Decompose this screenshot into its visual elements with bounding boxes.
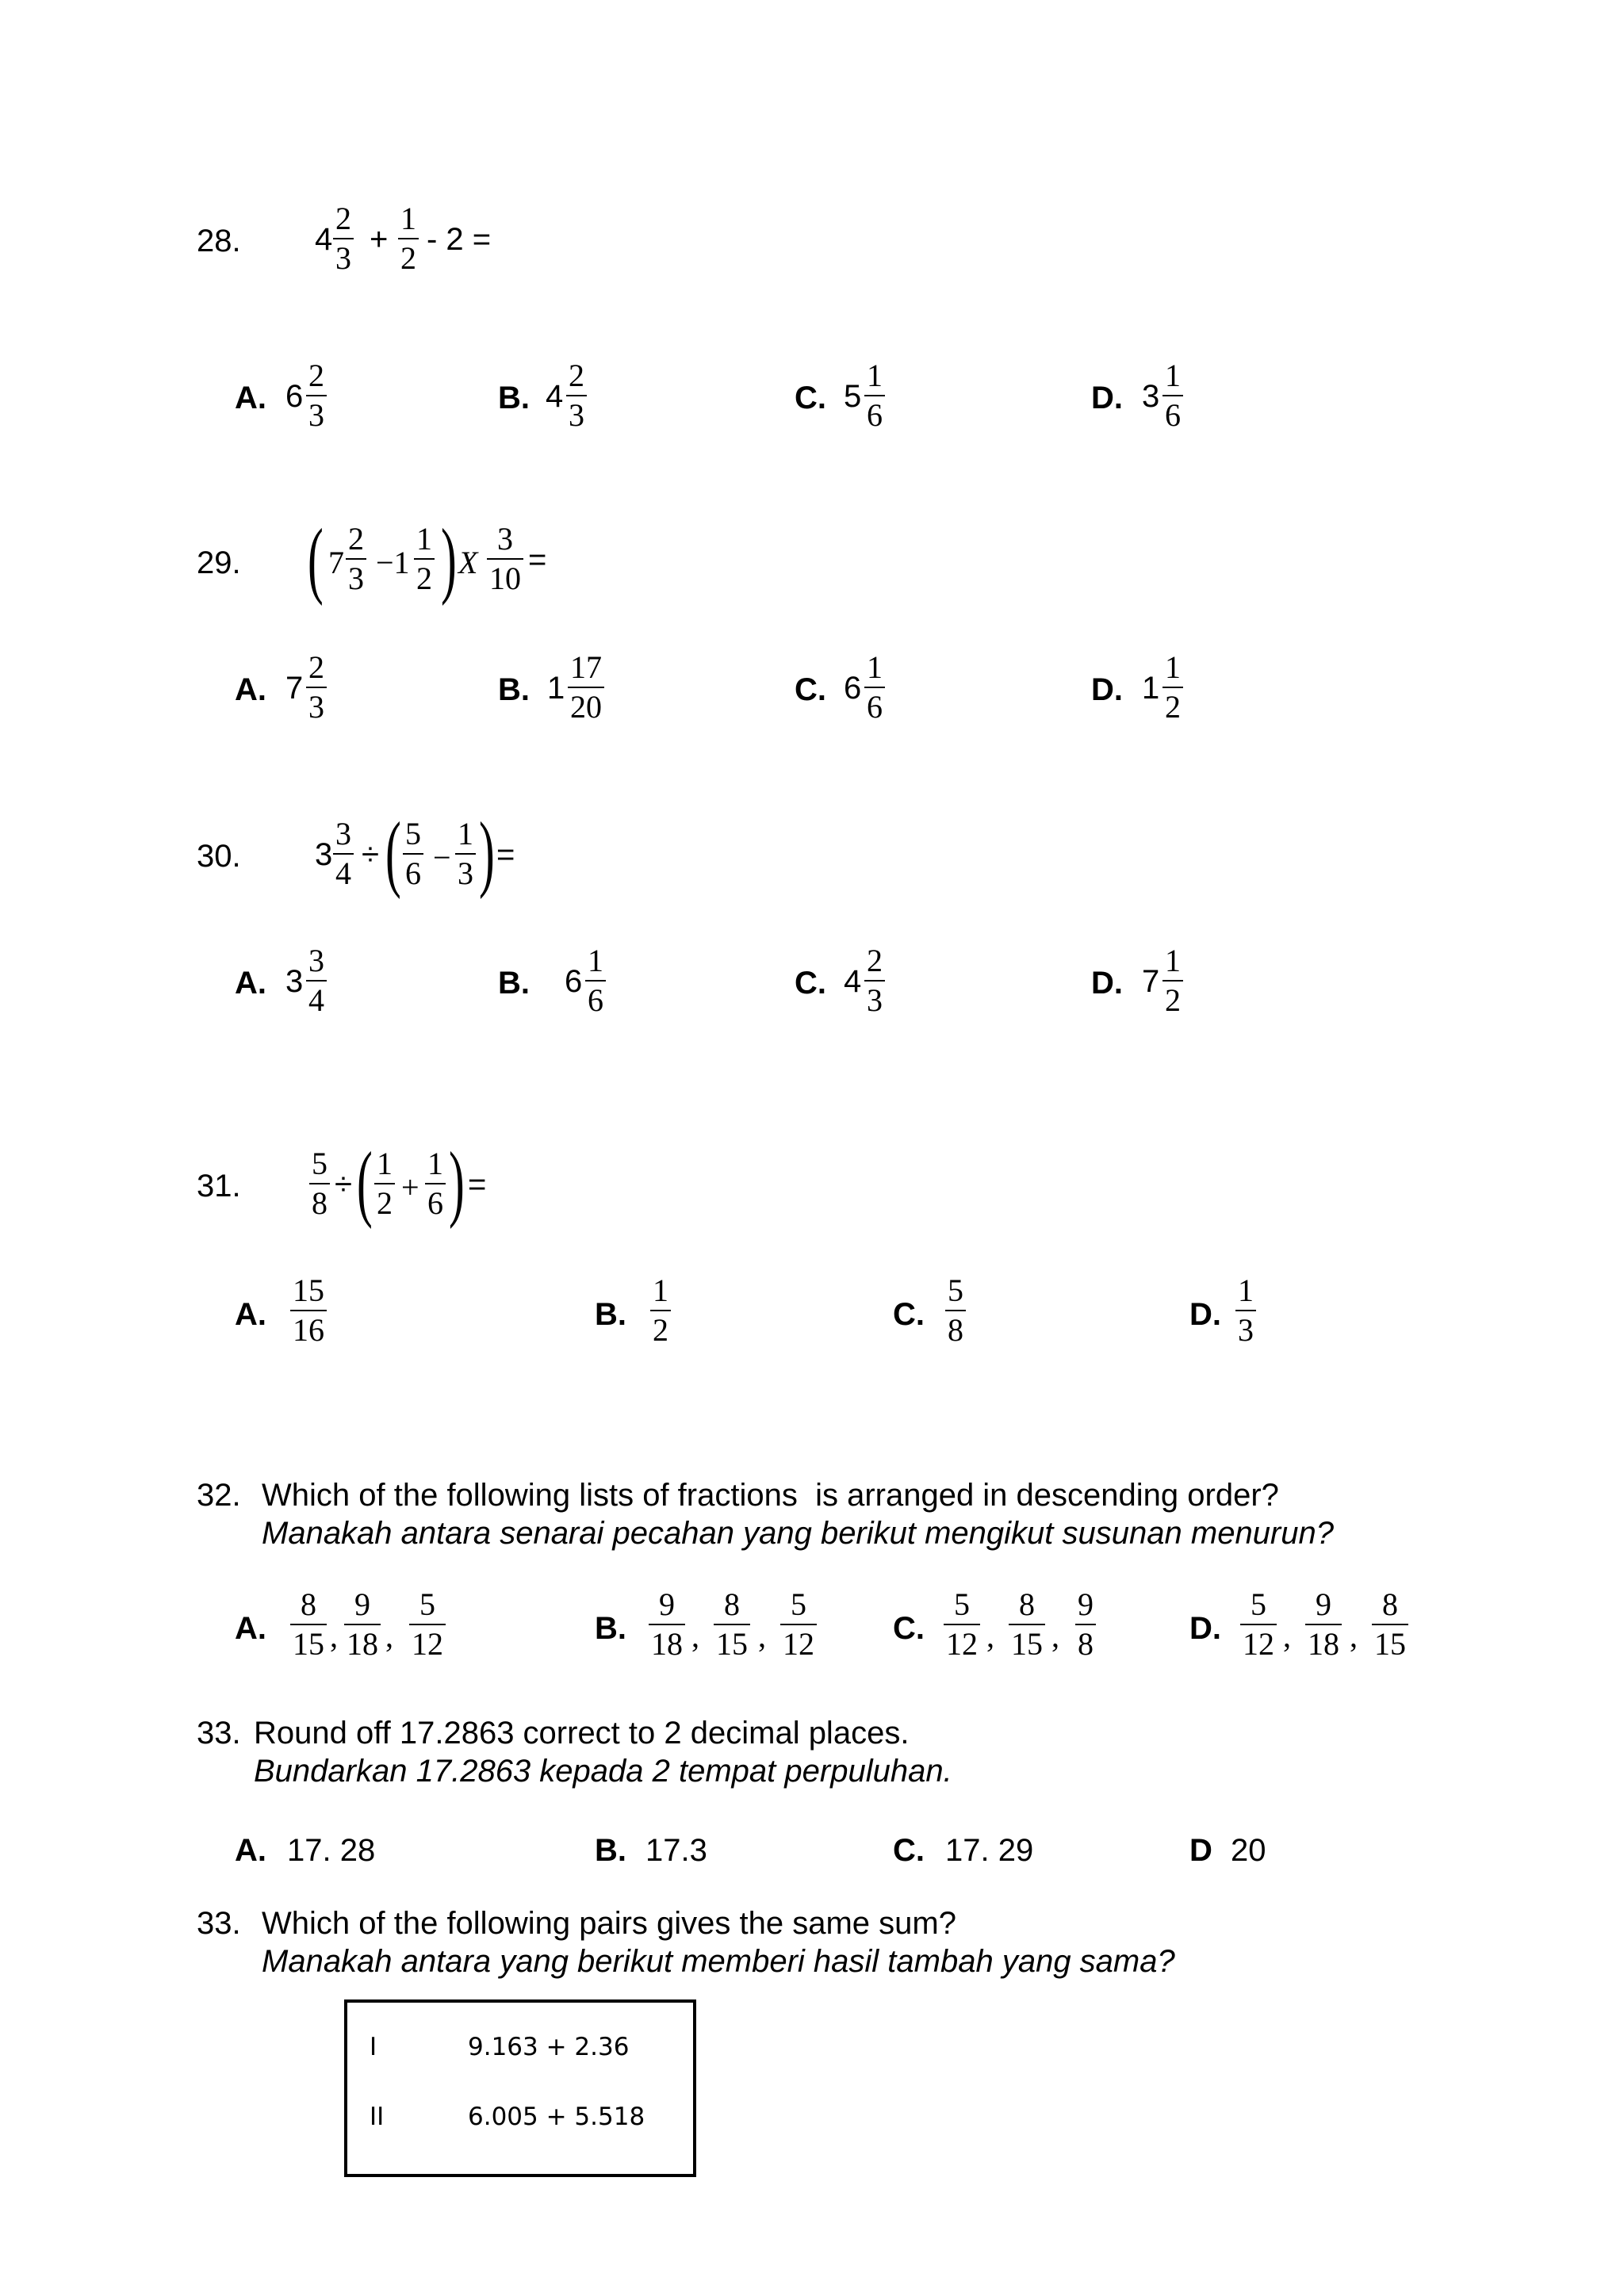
option-whole: 7 xyxy=(1142,964,1160,999)
fraction: 1 2 xyxy=(414,523,435,595)
question-text-malay: Manakah antara senarai pecahan yang berikut mengikut susunan menurun? xyxy=(262,1516,1334,1551)
question-number: 31. xyxy=(197,1169,241,1203)
question-text-malay: Bundarkan 17.2863 kepada 2 tempat perpuluhan. xyxy=(254,1754,952,1789)
option-label: D xyxy=(1189,1833,1212,1868)
comma: , xyxy=(691,1618,699,1654)
option-whole: 7 xyxy=(285,671,304,706)
option-label: C. xyxy=(795,966,826,1001)
option-label: B. xyxy=(595,1611,626,1646)
option-whole: 6 xyxy=(285,379,304,414)
comma: , xyxy=(1051,1618,1059,1654)
minus-one: −1 xyxy=(376,545,410,580)
option-whole: 1 xyxy=(1142,671,1160,706)
option-whole: 4 xyxy=(546,379,564,414)
option-label: C. xyxy=(795,381,826,415)
option-whole: 4 xyxy=(844,964,862,999)
option-fraction: 3 4 xyxy=(306,945,327,1016)
option-label: B. xyxy=(498,672,530,707)
option-whole: 3 xyxy=(285,964,304,999)
option-label: D. xyxy=(1091,672,1123,707)
fraction: 2 3 xyxy=(333,203,354,274)
option-fraction: 15 16 xyxy=(290,1275,327,1346)
option-fraction: 5 12 xyxy=(1240,1589,1277,1660)
times-sign: X xyxy=(458,545,478,580)
option-fraction: 9 18 xyxy=(649,1589,685,1660)
question-number: 29. xyxy=(197,545,241,580)
question-number: 28. xyxy=(197,224,241,258)
fraction: 2 3 xyxy=(346,523,366,595)
option-fraction: 2 3 xyxy=(306,360,327,431)
option-fraction: 5 12 xyxy=(409,1589,446,1660)
option-label: D. xyxy=(1189,1611,1221,1646)
option-label: D. xyxy=(1091,966,1123,1001)
pair-expression: 9.163 + 2.36 xyxy=(468,2033,630,2061)
question-text-english: Round off 17.2863 correct to 2 decimal places. xyxy=(254,1716,910,1751)
question-number: 33. xyxy=(197,1716,241,1751)
option-label: B. xyxy=(595,1297,626,1332)
comma: , xyxy=(986,1618,994,1654)
right-paren: ) xyxy=(479,806,495,900)
option-fraction: 9 18 xyxy=(1305,1589,1342,1660)
option-label: C. xyxy=(893,1611,925,1646)
comma: , xyxy=(330,1618,338,1654)
fraction: 1 6 xyxy=(425,1148,446,1219)
option-fraction: 1 6 xyxy=(864,652,885,723)
question-number: 30. xyxy=(197,839,241,874)
option-label: C. xyxy=(893,1833,925,1868)
question-text-english: Which of the following pairs gives the same sum? xyxy=(262,1906,956,1941)
option-fraction: 1 2 xyxy=(1162,945,1183,1016)
option-whole: 6 xyxy=(565,964,583,999)
fraction: 5 8 xyxy=(309,1148,330,1219)
option-fraction: 1 6 xyxy=(1162,360,1183,431)
option-fraction: 8 15 xyxy=(714,1589,750,1660)
question-number: 32. xyxy=(197,1478,241,1513)
option-label: A. xyxy=(235,672,266,707)
option-whole: 6 xyxy=(844,671,862,706)
option-whole: 3 xyxy=(1142,379,1160,414)
option-label: A. xyxy=(235,1833,266,1868)
option-fraction: 8 15 xyxy=(1372,1589,1408,1660)
right-paren: ) xyxy=(441,512,457,607)
mixed-whole: 3 xyxy=(315,837,333,872)
option-value: 17.3 xyxy=(645,1833,707,1868)
right-paren: ) xyxy=(449,1135,465,1230)
option-value: 17. 29 xyxy=(945,1833,1034,1868)
option-label: B. xyxy=(498,381,530,415)
option-fraction: 1 2 xyxy=(1162,652,1183,723)
option-label: B. xyxy=(498,966,530,1001)
minus-sign: − xyxy=(433,840,451,875)
divide-sign: ÷ xyxy=(335,1167,352,1202)
option-label: A. xyxy=(235,966,266,1001)
left-paren: ( xyxy=(357,1135,373,1230)
option-label: C. xyxy=(795,672,826,707)
divide-sign: ÷ xyxy=(362,837,379,872)
question-text-malay: Manakah antara yang berikut memberi hasil tambah yang sama? xyxy=(262,1944,1175,1979)
option-value: 17. 28 xyxy=(287,1833,376,1868)
option-fraction: 8 15 xyxy=(290,1589,327,1660)
left-paren: ( xyxy=(308,512,324,607)
option-label: A. xyxy=(235,381,266,415)
option-label: B. xyxy=(595,1833,626,1868)
pairs-box xyxy=(344,1999,696,2177)
fraction: 3 4 xyxy=(333,818,354,890)
option-fraction: 9 8 xyxy=(1075,1589,1096,1660)
option-fraction: 2 3 xyxy=(306,652,327,723)
comma: , xyxy=(1350,1618,1358,1654)
mixed-whole: 7 xyxy=(328,545,344,580)
option-label: A. xyxy=(235,1297,266,1332)
left-paren: ( xyxy=(385,806,401,900)
option-fraction: 5 12 xyxy=(780,1589,817,1660)
option-fraction: 2 3 xyxy=(566,360,587,431)
option-fraction: 1 2 xyxy=(650,1275,671,1346)
option-fraction: 17 20 xyxy=(568,652,604,723)
mixed-whole: 4 xyxy=(315,222,333,257)
option-label: D. xyxy=(1189,1297,1221,1332)
pair-expression: 6.005 + 5.518 xyxy=(468,2103,645,2131)
option-label: C. xyxy=(893,1297,925,1332)
comma: , xyxy=(1283,1618,1291,1654)
option-whole: 5 xyxy=(844,379,862,414)
plus-sign: + xyxy=(370,222,389,257)
expression-tail: - 2 = xyxy=(427,222,492,257)
option-label: A. xyxy=(235,1611,266,1646)
pair-roman: II xyxy=(370,2103,385,2131)
fraction: 1 3 xyxy=(455,818,476,890)
pair-roman: I xyxy=(370,2033,377,2061)
plus-sign: + xyxy=(401,1169,419,1205)
option-fraction: 9 18 xyxy=(344,1589,381,1660)
option-value: 20 xyxy=(1231,1833,1266,1868)
fraction: 3 10 xyxy=(487,523,523,595)
option-fraction: 2 3 xyxy=(864,945,885,1016)
equals-sign: = xyxy=(496,837,515,872)
question-number: 33. xyxy=(197,1906,241,1941)
option-fraction: 1 6 xyxy=(585,945,606,1016)
question-text-english: Which of the following lists of fractions is arranged in descending order? xyxy=(262,1478,1279,1513)
comma: , xyxy=(758,1618,766,1654)
option-whole: 1 xyxy=(547,671,565,706)
option-fraction: 5 12 xyxy=(944,1589,980,1660)
option-fraction: 1 3 xyxy=(1235,1275,1256,1346)
option-fraction: 1 6 xyxy=(864,360,885,431)
option-fraction: 5 8 xyxy=(945,1275,966,1346)
equals-sign: = xyxy=(468,1167,487,1202)
option-fraction: 8 15 xyxy=(1009,1589,1045,1660)
option-label: D. xyxy=(1091,381,1123,415)
fraction: 5 6 xyxy=(403,818,423,890)
equals-sign: = xyxy=(528,542,547,577)
comma: , xyxy=(385,1618,393,1654)
fraction: 1 2 xyxy=(374,1148,395,1219)
fraction: 1 2 xyxy=(398,203,419,274)
